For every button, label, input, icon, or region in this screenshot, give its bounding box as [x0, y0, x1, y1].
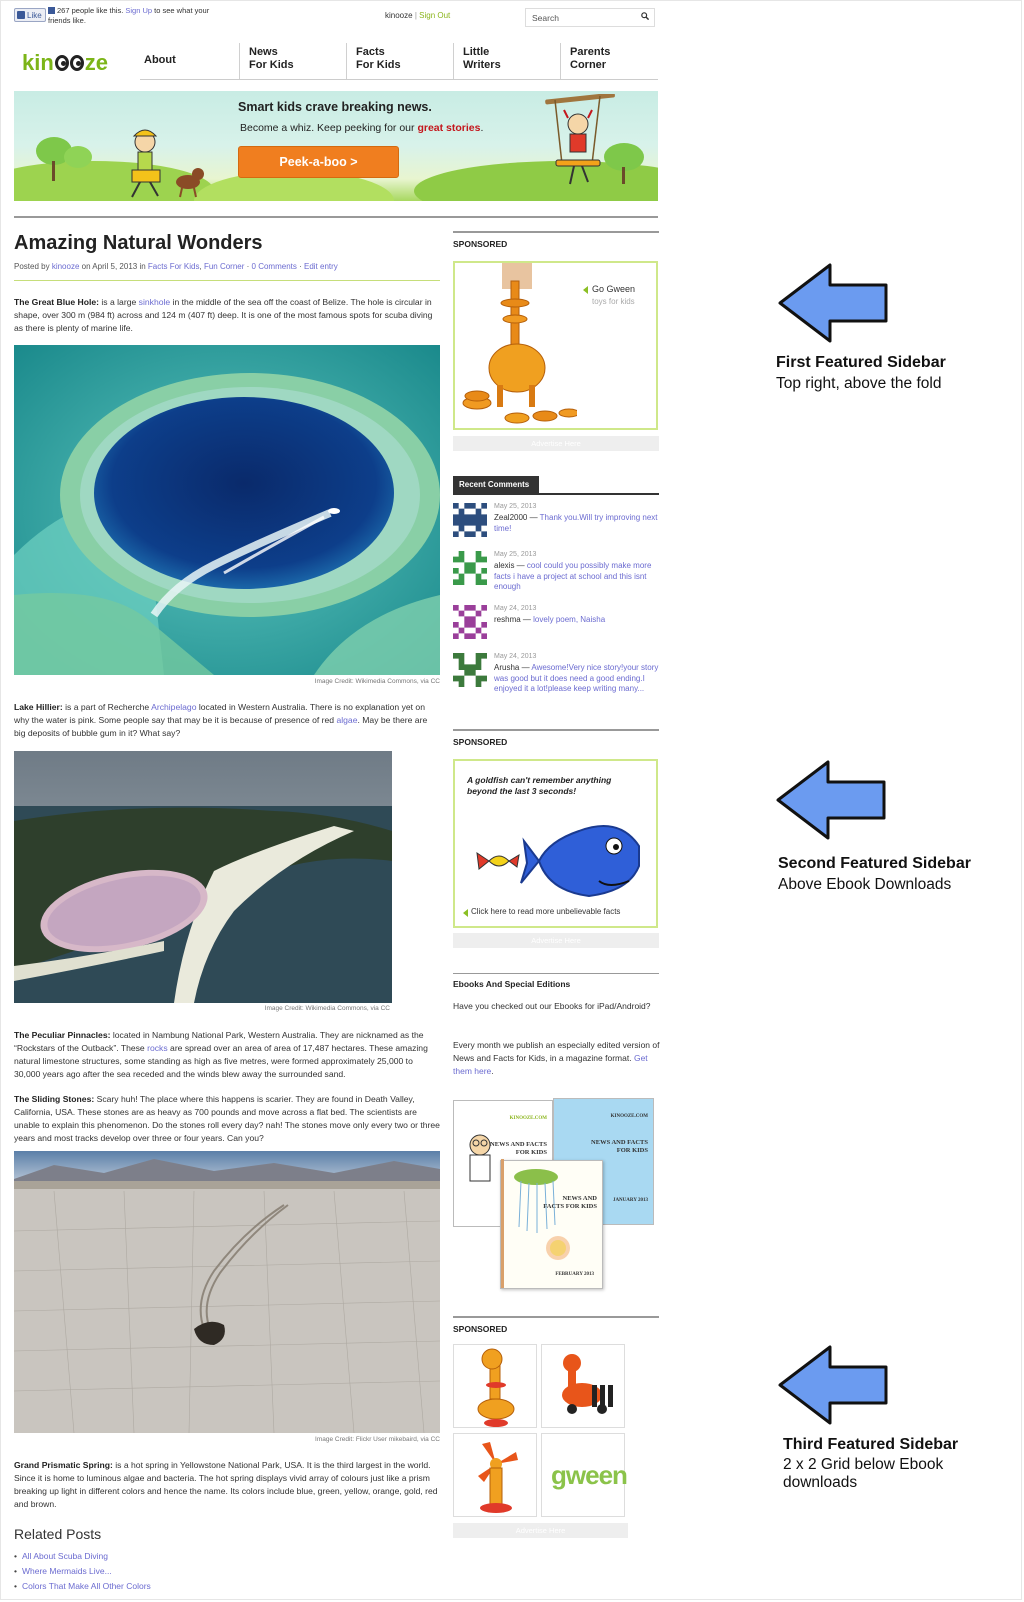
goldfish-cartoon-illustration	[469, 811, 649, 906]
sidebar-rule	[453, 729, 659, 731]
sun-sketch-illustration	[541, 1231, 575, 1265]
recent-comments-rule	[453, 493, 659, 495]
scientist-cartoon-illustration	[460, 1131, 500, 1191]
user-area: kinooze | Sign Out	[385, 11, 451, 20]
username: kinooze	[385, 11, 413, 20]
boy-and-dog-illustration	[110, 122, 210, 202]
sign-out-link[interactable]: Sign Out	[419, 11, 451, 20]
ebooks-intro: Have you checked out our Ebooks for iPad/Android?	[453, 1001, 651, 1011]
paragraph-grand-prismatic-spring: Grand Prismatic Spring: is a hot spring in Yellowstone National Park, USA. It is the third largest in the world. Since it is home to luminous algae and bacteria. The hot spring displays vivid array of colours just like a prism breaking up light in different colors and hence the name. Its colors include blue, green, yellow, orange, gold, red and brown.	[14, 1460, 438, 1509]
sponsored-grid-gween-logo[interactable]	[541, 1433, 625, 1517]
sponsored-heading-1: SPONSORED	[453, 239, 508, 249]
banner-headline: Smart kids crave breaking news.	[238, 100, 432, 114]
annotation-subtitle-3: 2 x 2 Grid below Ebook downloads	[783, 1456, 944, 1491]
commenter-avatar	[453, 653, 487, 687]
paragraph-lake-hillier: Lake Hillier: is a part of Recherche Archipelago located in Western Australia. There is no explanation yet on why the water is pink. Some people say that may be it is because of presence of red algae. May be there are big deposits of bubble gum in it? What say?	[14, 702, 428, 738]
ebooks-heading: Ebooks And Special Editions	[453, 979, 571, 989]
sponsored-grid-windmill-toy[interactable]	[453, 1433, 537, 1517]
annotation-title-3: Third Featured Sidebar	[783, 1436, 959, 1453]
sponsored-grid-snail-toy[interactable]	[541, 1344, 625, 1428]
image-credit-3: Image Credit: Flickr User mikebaird, via CC	[315, 1436, 440, 1443]
nav-underline	[140, 79, 658, 80]
nav-little-writers[interactable]: Little Writers	[453, 43, 560, 80]
sponsored-heading-2: SPONSORED	[453, 737, 508, 747]
search-input[interactable]: Search	[525, 8, 655, 27]
image-credit-2: Image Credit: Wikimedia Commons, via CC	[264, 1005, 390, 1012]
annotation-arrow-icon	[778, 263, 890, 343]
related-post-item[interactable]: • Where Mermaids Live...	[14, 1564, 151, 1579]
related-post-item[interactable]: • All About Scuba Diving	[14, 1549, 151, 1564]
kinooze-logo[interactable]: kin ze	[22, 50, 109, 75]
ebooks-rule	[453, 973, 659, 974]
content-divider	[14, 216, 658, 218]
peek-a-boo-button[interactable]: Peek-a-boo >	[238, 146, 399, 178]
gween-logo: gween	[551, 1460, 627, 1490]
banner-subtext: Become a whiz. Keep peeking for our great stories.	[240, 122, 484, 134]
algae-link[interactable]: algae	[336, 715, 358, 725]
signup-link[interactable]: Sign Up	[125, 6, 153, 15]
category-fun-corner-link[interactable]: Fun Corner	[203, 262, 245, 271]
annotation-arrow-icon	[776, 760, 888, 840]
get-ebooks-link[interactable]: Get them here	[453, 1053, 648, 1076]
comment-link[interactable]: Awesome!Very nice story!your story was good but it does need a good ending.I enjoyed it a lot!please keep writing many...	[494, 663, 659, 693]
sponsored-ad-goldfish-facts[interactable]	[453, 759, 658, 928]
like-label: Like	[27, 10, 42, 20]
search-icon[interactable]	[641, 12, 649, 20]
comment-link[interactable]: lovely poem, Naisha	[533, 615, 606, 624]
comment-link[interactable]: Thank you.Will try improving next time!	[494, 513, 658, 533]
logo-eyes-icon	[55, 55, 84, 71]
nav-parents-corner[interactable]: Parents Corner	[560, 43, 658, 80]
advertise-here-link-3[interactable]: Advertise Here	[453, 1523, 628, 1538]
archipelago-link[interactable]: Archipelago	[151, 702, 197, 712]
great-blue-hole-photo	[14, 345, 440, 675]
sliding-stones-photo	[14, 1151, 440, 1433]
link-arrow-icon	[463, 909, 469, 917]
facebook-like-button[interactable]	[14, 8, 46, 22]
facebook-social-text: 267 people like this. Sign Up to see what your friends like.	[48, 6, 210, 25]
nav-about[interactable]: About	[144, 54, 176, 66]
ebook-cover-back-right[interactable]: KINOOZE.COM NEWS AND FACTS FOR KIDS JANUARY 2013	[553, 1098, 654, 1225]
advertise-here-link-1[interactable]: Advertise Here	[453, 436, 659, 451]
ad2-link[interactable]: Click here to read more unbelievable facts	[471, 907, 621, 916]
tree-illustration-left	[34, 131, 94, 181]
commenter-avatar	[453, 551, 487, 585]
sponsored-heading-3: SPONSORED	[453, 1324, 508, 1334]
sidebar-rule	[453, 1316, 659, 1318]
nav-facts-for-kids[interactable]: Facts For Kids	[346, 43, 453, 80]
sidebar-rule	[453, 231, 659, 233]
ebook-cover-front[interactable]: NEWS AND FACTS FOR KIDS FEBRUARY 2013	[500, 1160, 603, 1289]
post-title-rule	[14, 280, 440, 281]
post-meta: Posted by kinooze on April 5, 2013 in Facts For Kids, Fun Corner · 0 Comments · Edit entry	[14, 262, 338, 271]
paragraph-great-blue-hole: The Great Blue Hole: is a large sinkhole in the middle of the sea off the coast of Belize. The hole is circular in shape, over 300 m (984 ft) across and 124 m (407 ft) deep. It is one of the most famous spots for scuba diving as there is plenty of marine life.	[14, 297, 433, 333]
ad2-headline: A goldfish can't remember anything beyond the last 3 seconds!	[467, 775, 612, 796]
facebook-thumb-icon	[17, 11, 25, 19]
ad1-brand: Go Gween	[592, 284, 636, 294]
post-title: Amazing Natural Wonders	[14, 232, 263, 254]
snail-toy-illustration	[542, 1345, 626, 1429]
go-arrow-icon	[582, 286, 590, 294]
windmill-toy-illustration	[454, 1434, 538, 1518]
sinkhole-link[interactable]: sinkhole	[138, 297, 171, 307]
sponsored-ad-gween-toy[interactable]	[453, 261, 658, 430]
nav-news-for-kids[interactable]: News For Kids	[239, 43, 346, 80]
related-post-item[interactable]: • Colors That Make All Other Colors	[14, 1579, 151, 1594]
annotation-title-1: First Featured Sidebar	[776, 354, 946, 371]
advertise-here-link-2[interactable]: Advertise Here	[453, 933, 659, 948]
comment-link[interactable]: cool could you possibly make more facts i have a project at school and this isnt enough	[494, 561, 652, 591]
ad1-tagline: toys for kids	[592, 297, 635, 306]
recent-comments-tab: Recent Comments	[453, 476, 539, 494]
lake-hillier-photo	[14, 751, 392, 1003]
giraffe-toy-illustration	[454, 1345, 538, 1429]
comments-count-link[interactable]: 0 Comments	[251, 262, 297, 271]
edit-entry-link[interactable]: Edit entry	[303, 262, 338, 271]
annotation-subtitle-2: Above Ebook Downloads	[778, 876, 952, 893]
commenter-avatar	[453, 503, 487, 537]
ebooks-description: Every month we publish an especially edited version of News and Facts for Kids, in a magazine format. Get them here.	[453, 1040, 660, 1076]
facebook-icon	[48, 7, 55, 14]
author-link[interactable]: kinooze	[51, 262, 80, 271]
related-posts-title: Related Posts	[14, 1526, 102, 1542]
image-credit-1: Image Credit: Wikimedia Commons, via CC	[314, 678, 440, 685]
commenter-avatar	[453, 605, 487, 639]
annotation-arrow-icon	[778, 1345, 890, 1425]
annotation-subtitle-1: Top right, above the fold	[776, 375, 942, 392]
paragraph-sliding-stones: The Sliding Stones: Scary huh! The place where this happens is scarier. They are found in Death Valley, California, USA. These stones are as heavy as 700 pounds and move across a flat bed. The scientists are unable to explain this phenomenon. Do the stones roll every day? nah! The stones move only every two or three years and most tracks develop over three or four years. Can you?	[14, 1094, 440, 1143]
paragraph-peculiar-pinnacles: The Peculiar Pinnacles: located in Nambung National Park, Western Australia. They are nicknamed as the “Rockstars of the Outback”. These rocks are spread over an area of area of 17,487 hectares. These amazing natural limestone structures, some standing as high as five metres, were formed approximately 25,000 to 30,000 years ago after the sea receded and the winds blew away the surrounded sand.	[14, 1030, 428, 1079]
related-posts-list	[14, 1549, 151, 1594]
main-nav	[140, 43, 658, 80]
ebook-cover-back-left[interactable]: KINOOZE.COM NEWS AND FACTS FOR KIDS	[453, 1100, 553, 1227]
girl-on-swing-illustration	[540, 94, 620, 189]
wooden-toy-illustration	[457, 263, 577, 428]
annotation-title-2: Second Featured Sidebar	[778, 855, 971, 872]
rocks-link[interactable]: rocks	[147, 1043, 168, 1053]
sponsored-grid-giraffe-toy[interactable]	[453, 1344, 537, 1428]
category-facts-link[interactable]: Facts For Kids	[147, 262, 200, 271]
